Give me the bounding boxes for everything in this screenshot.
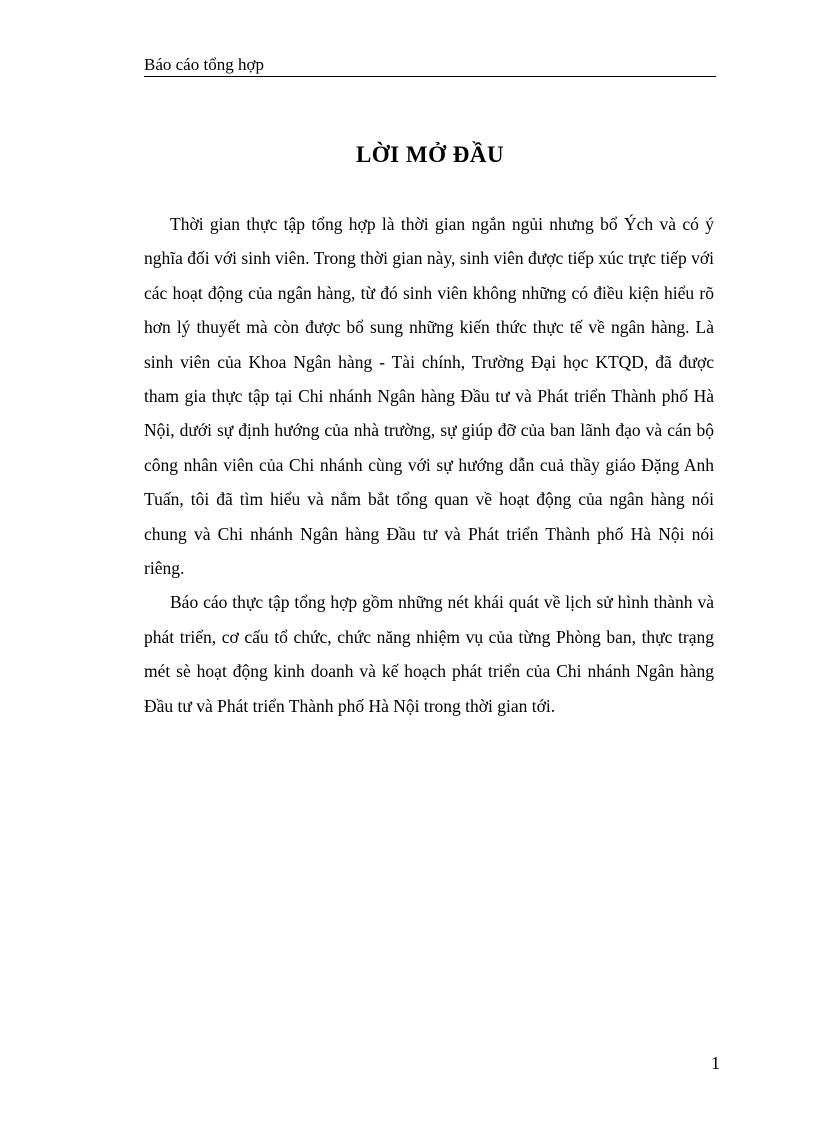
paragraph: Thời gian thực tập tổng hợp là thời gian ngắn ngủi nhưng bổ Ých và có ý nghĩa đối với sinh viên. Trong thời gian này, sinh viên được tiếp xúc trực tiếp với các hoạt động của ngân hàng, từ đó sinh viên không những có điều kiện hiểu rõ hơn lý thuyết mà còn được bổ sung những kiến thức thực tế về ngân hàng. Là sinh viên của Khoa Ngân hàng - Tài chính, Trường Đại học KTQD, đã được tham gia thực tập tại Chi nhánh Ngân hàng Đầu tư và Phát triển Thành phố Hà Nội, dưới sự định hướng của nhà trường, sự giúp đỡ của ban lãnh đạo và cán bộ công nhân viên của Chi nhánh cùng với sự hướng dẫn cuả thầy giáo Đặng Anh Tuấn, tôi đã tìm hiểu và nắm bắt tổng quan về hoạt động của ngân hàng nói chung và Chi nhánh Ngân hàng Đầu tư và Phát triển Thành phố Hà Nội nói riêng. (144, 214, 714, 579)
page-number: 1 (711, 1053, 720, 1073)
paragraph: Báo cáo thực tập tổng hợp gồm những nét khái quát về lịch sử hình thành và phát triển, cơ cấu tổ chức, chức năng nhiệm vụ của từng Phòng ban, thực trạng mét sè hoạt động kinh doanh và kế hoạch phát triển của Chi nhánh Ngân hàng Đầu tư và Phát triển Thành phố Hà Nội trong thời gian tới. (144, 592, 714, 716)
page-header (144, 52, 716, 77)
header-text: Báo cáo tổng hợp (144, 55, 264, 74)
document-body (144, 207, 714, 723)
document-title: LỜI MỞ ĐẦU (355, 142, 505, 167)
